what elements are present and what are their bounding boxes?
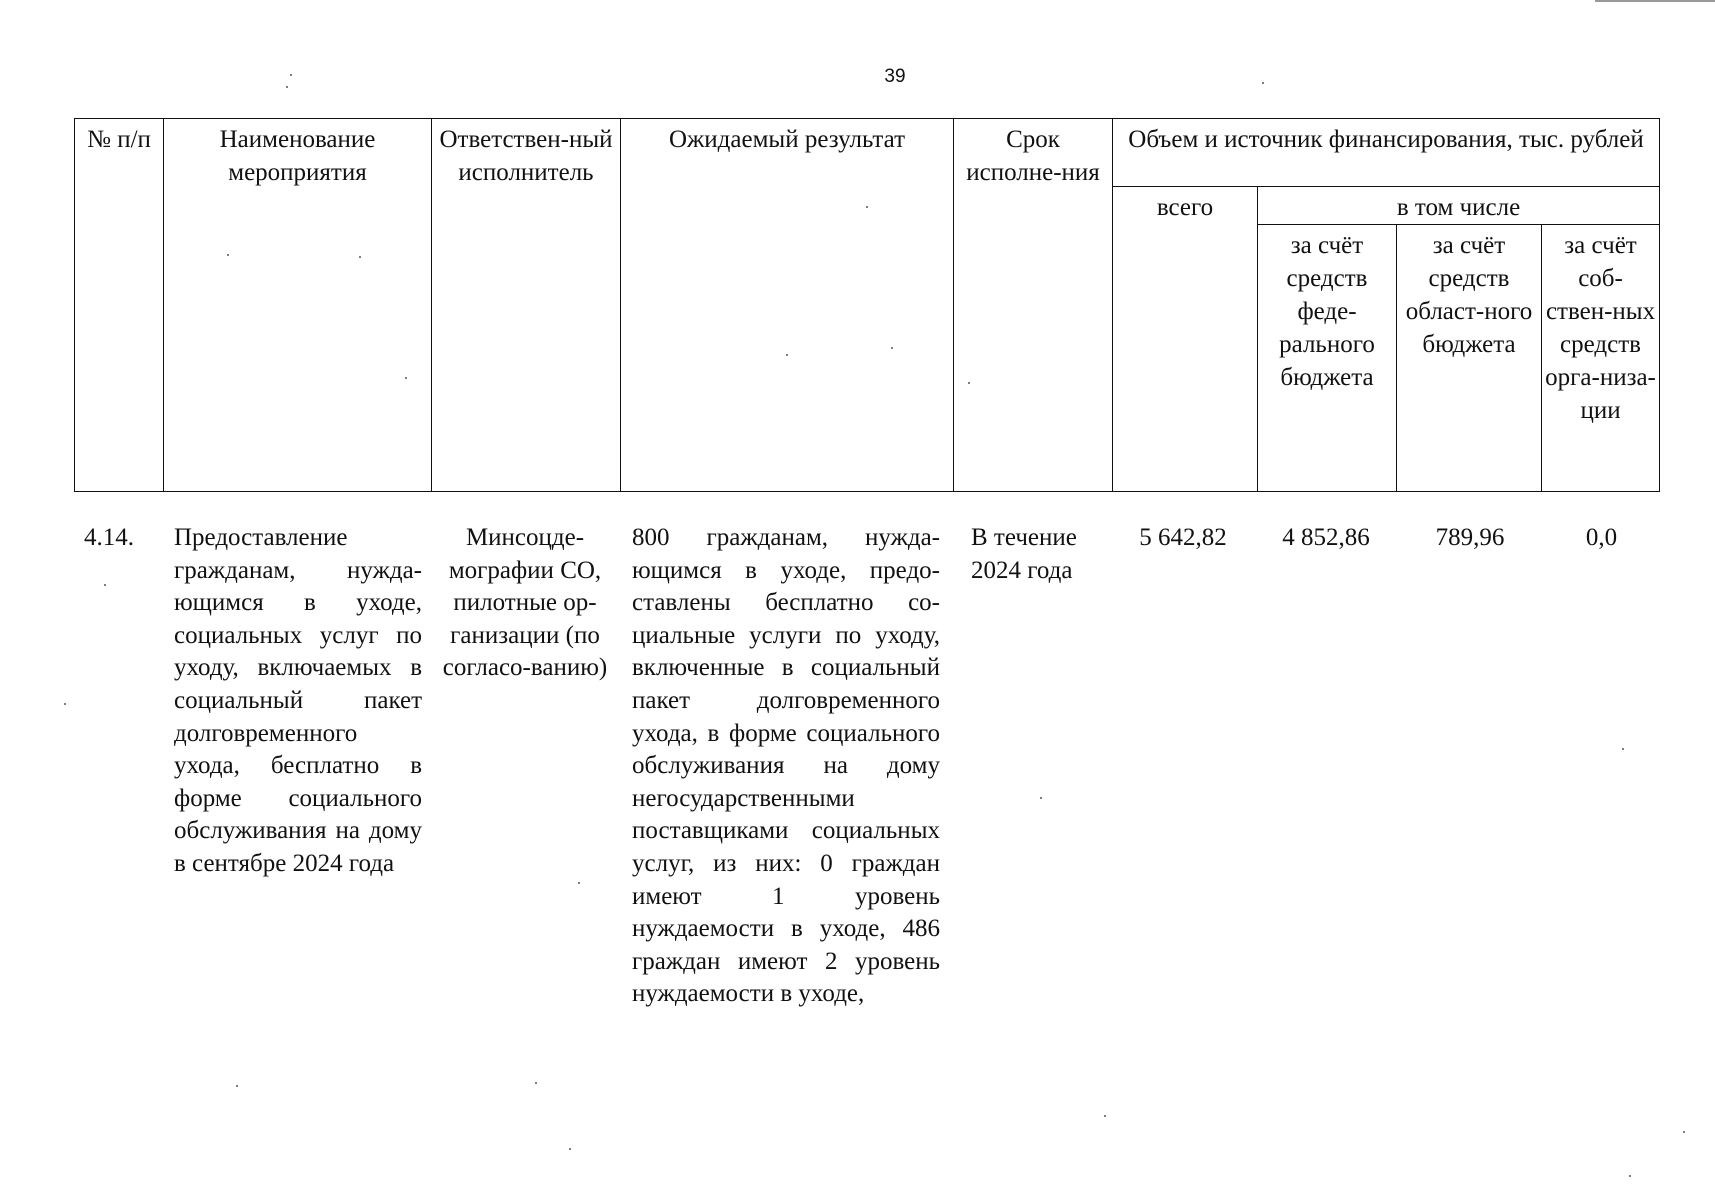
scan-speck bbox=[1040, 797, 1042, 799]
page-number: 39 bbox=[884, 66, 906, 87]
scan-speck bbox=[1629, 1175, 1631, 1177]
scan-speck bbox=[968, 382, 970, 384]
scan-speck bbox=[569, 1148, 571, 1150]
row-own: 0,0 bbox=[1585, 524, 1618, 551]
scan-speck bbox=[866, 206, 868, 208]
header-expected-result: Ожидаемый результат bbox=[621, 119, 954, 492]
scan-speck bbox=[290, 74, 292, 76]
row-federal: 4 852,86 bbox=[1282, 524, 1370, 551]
header-term: Срок исполне-ния bbox=[954, 119, 1113, 492]
scan-speck bbox=[1622, 748, 1624, 750]
header-funding: Объем и источник финансирования, тыс. рублей bbox=[1113, 119, 1660, 187]
header-responsible: Ответствен-ный исполнитель bbox=[432, 119, 621, 492]
header-regional-budget: за счёт средств област-ного бюджета bbox=[1397, 225, 1542, 492]
scan-speck bbox=[1104, 1115, 1106, 1117]
scan-speck bbox=[286, 86, 288, 88]
scan-speck bbox=[227, 254, 229, 256]
row-responsible: Минсоцде-мографии СО, пилотные ор-ганизации (по согласо-ванию) bbox=[442, 524, 608, 682]
scan-speck bbox=[405, 377, 407, 379]
row-total: 5 642,82 bbox=[1139, 524, 1227, 551]
header-number: № п/п bbox=[75, 119, 164, 492]
scan-speck bbox=[236, 1085, 238, 1087]
scan-speck bbox=[578, 882, 580, 884]
scan-speck bbox=[1683, 1131, 1685, 1133]
header-federal-budget: за счёт средств феде-рального бюджета bbox=[1258, 225, 1397, 492]
scan-speck bbox=[891, 347, 893, 349]
header-total: всего bbox=[1113, 187, 1258, 492]
header-activity-name: Наименование мероприятия bbox=[164, 119, 432, 492]
row-activity-name: Предоставление гражданам, нуждающимся в уходе, социальных услуг по уходу, включаемых в социальный пакет долговременного ухода, бесплатно в форме социального обслуживания на дому в сентябре 2024 года bbox=[174, 524, 422, 877]
scan-speck bbox=[359, 256, 361, 258]
scan-speck bbox=[64, 703, 66, 705]
row-expected-result: 800 гражданам, нуждающимся в уходе, предоставлены бесплатно социальные услуги по уходу, включенные в социальный пакет долговременного ухода, в форме социального обслуживания на дому негосударственными поставщиками социальных услуг, из них: 0 граждан имеют 1 уровень нуждаемости в уходе, 486 граждан имеют 2 уровень нуждаемости в уходе, bbox=[632, 524, 940, 1008]
scan-speck bbox=[786, 354, 788, 356]
scan-speck bbox=[104, 584, 106, 586]
scan-speck bbox=[1262, 82, 1264, 84]
row-term: В течение 2024 года bbox=[971, 524, 1077, 584]
scan-speck bbox=[535, 1082, 537, 1084]
header-including: в том числе bbox=[1258, 187, 1660, 225]
row-number: 4.14. bbox=[84, 524, 134, 551]
row-regional: 789,96 bbox=[1435, 524, 1505, 551]
header-own-funds: за счёт соб-ствен-ных средств орга-низа-ции bbox=[1542, 225, 1660, 492]
scan-edge-line bbox=[1595, 0, 1715, 2]
table-header bbox=[74, 118, 1660, 492]
